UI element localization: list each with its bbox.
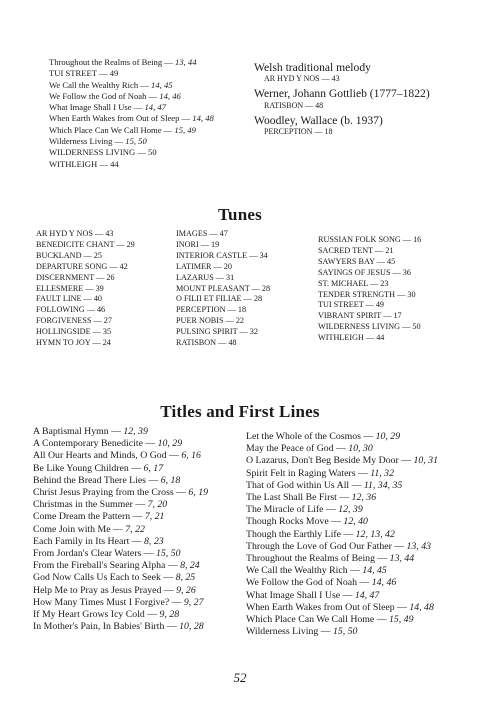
entry-pages: 13, 44 bbox=[175, 57, 197, 67]
entry-title: WITHLEIGH — 44 bbox=[49, 158, 119, 169]
composer-tune: AR HYD Y NOS — 43 bbox=[264, 74, 340, 84]
index-entry bbox=[246, 590, 438, 602]
entry-title: Which Place Can We Call Home — bbox=[49, 124, 175, 135]
entry-title: Throughout the Realms of Being — bbox=[49, 57, 176, 67]
entry-title: In Mother's Pain, In Babies' Birth — bbox=[33, 621, 180, 633]
index-entry: TENDER STRENGTH — 30 bbox=[318, 289, 416, 299]
entry-pages: 14, 45 bbox=[362, 565, 387, 577]
entry-pages: 14, 46 bbox=[371, 577, 397, 589]
index-entry: LAZARUS — 31 bbox=[176, 272, 235, 282]
entry-title: Christmas in the Summer — bbox=[33, 499, 148, 511]
index-entry: PUER NOBIS — 22 bbox=[176, 316, 245, 326]
index-entry bbox=[49, 147, 214, 158]
index-entry: HOLLINGSIDE — 35 bbox=[36, 327, 112, 337]
entry-title: What Image Shall I Use — bbox=[246, 589, 355, 601]
index-entry: INTERIOR CASTLE — 34 bbox=[176, 250, 268, 260]
index-entry bbox=[49, 102, 214, 113]
entry-title: All Our Hearts and Minds, O God — bbox=[33, 450, 182, 462]
index-entry: SACRED TENT — 21 bbox=[318, 245, 394, 255]
entry-pages: 10, 28 bbox=[179, 621, 204, 633]
composer-name: Werner, Johann Gottlieb (1777–1822) bbox=[254, 87, 430, 101]
entry-title: From the Fireball's Searing Alpha — bbox=[33, 560, 181, 572]
entry-pages: 8, 25 bbox=[175, 572, 196, 584]
index-entry: INORI — 19 bbox=[176, 239, 220, 249]
entry-title: How Many Times Must I Forgive? — bbox=[33, 596, 184, 608]
entry-title: Wilderness Living — bbox=[246, 626, 333, 638]
index-entry: LATIMER — 20 bbox=[176, 261, 232, 271]
index-entry bbox=[33, 426, 208, 438]
index-entry bbox=[33, 511, 208, 523]
entry-title: From Jordan's Clear Waters — bbox=[33, 548, 156, 560]
index-entry bbox=[246, 468, 438, 480]
index-entry: DEPARTURE SONG — 42 bbox=[36, 261, 128, 271]
entry-title: Wilderness Living — bbox=[49, 136, 126, 147]
entry-title: Through the Love of God Our Father — bbox=[246, 540, 407, 552]
index-entry bbox=[33, 597, 208, 609]
entry-pages: 7, 20 bbox=[147, 499, 168, 511]
titles-column-2 bbox=[246, 431, 438, 638]
tunes-column-3 bbox=[318, 235, 421, 344]
entry-pages: 15, 50 bbox=[332, 626, 358, 638]
entry-pages: 13, 43 bbox=[406, 540, 432, 552]
index-entry: RUSSIAN FOLK SONG — 16 bbox=[318, 235, 422, 244]
entry-title: Which Place Can We Call Home — bbox=[246, 614, 389, 626]
index-entry bbox=[33, 450, 208, 462]
entry-pages: 9, 28 bbox=[159, 609, 180, 621]
entry-pages: 14, 47 bbox=[354, 589, 380, 601]
index-entry: SAWYERS BAY — 45 bbox=[318, 256, 396, 266]
entry-title: Christ Jesus Praying from the Cross — bbox=[33, 487, 189, 499]
entry-title: We Call the Wealthy Rich — bbox=[49, 79, 152, 90]
entry-pages: 14, 46 bbox=[159, 90, 181, 101]
index-entry bbox=[33, 560, 208, 572]
entry-pages: 14, 47 bbox=[144, 102, 166, 113]
entry-pages: 8, 23 bbox=[144, 535, 164, 547]
titles-column-1 bbox=[33, 426, 208, 633]
index-entry bbox=[33, 585, 208, 597]
entry-pages: 12, 13, 42 bbox=[355, 528, 395, 540]
index-entry: FOLLOWING — 46 bbox=[36, 305, 106, 315]
entry-title: O Lazarus, Don't Beg Beside My Door — bbox=[246, 455, 414, 467]
index-entry bbox=[246, 541, 438, 553]
entry-pages: 9, 26 bbox=[176, 584, 196, 596]
entry-pages: 7, 21 bbox=[144, 511, 165, 523]
entry-pages: 12, 39 bbox=[123, 426, 148, 437]
entry-pages: 6, 18 bbox=[160, 474, 181, 486]
index-entry bbox=[33, 548, 208, 560]
index-entry bbox=[246, 529, 438, 541]
index-entry: WITHLEIGH — 44 bbox=[318, 333, 385, 343]
index-entry bbox=[33, 499, 208, 511]
index-entry bbox=[246, 553, 438, 565]
index-entry: FAULT LINE — 40 bbox=[36, 294, 103, 304]
index-entry: HYMN TO JOY — 24 bbox=[36, 338, 111, 348]
entry-pages: 6, 19 bbox=[188, 487, 208, 499]
entry-pages: 10, 29 bbox=[375, 431, 401, 442]
index-entry: TUI STREET — 49 bbox=[318, 300, 385, 310]
entry-pages: 10, 29 bbox=[157, 438, 183, 450]
index-entry: FORGIVENESS — 27 bbox=[36, 316, 112, 326]
entry-title: The Miracle of Life — bbox=[246, 504, 339, 516]
entry-title: Each Family in Its Heart — bbox=[33, 535, 145, 547]
entry-title: Help Me to Pray as Jesus Prayed — bbox=[33, 584, 177, 596]
index-entry bbox=[49, 136, 214, 147]
tunes-column-1 bbox=[36, 229, 135, 349]
entry-pages: 8, 24 bbox=[180, 560, 200, 572]
entry-pages: 14, 48 bbox=[409, 601, 434, 613]
entry-title: A Contemporary Benedicite — bbox=[33, 438, 158, 450]
entry-pages: 12, 39 bbox=[338, 504, 363, 516]
index-entry bbox=[49, 57, 214, 68]
index-entry bbox=[49, 159, 214, 170]
index-entry bbox=[33, 621, 208, 633]
entry-title: We Follow the God of Noah — bbox=[246, 577, 372, 589]
index-entry: O FILII ET FILIAE — 28 bbox=[176, 294, 263, 304]
index-entry bbox=[246, 614, 438, 626]
entry-pages: 12, 36 bbox=[351, 492, 377, 504]
entry-pages: 10, 30 bbox=[348, 443, 373, 455]
tunes-column-2 bbox=[176, 229, 270, 349]
index-entry: SAYINGS OF JESUS — 36 bbox=[318, 267, 411, 277]
page-number: 52 bbox=[233, 670, 247, 685]
entry-title: Come Join with Me — bbox=[33, 523, 126, 535]
index-entry: WILDERNESS LIVING — 50 bbox=[318, 322, 421, 332]
composer-tune: PERCEPTION — 18 bbox=[264, 127, 333, 137]
entry-title: Behind the Bread There Lies — bbox=[33, 474, 161, 486]
entry-title: That of God within Us All — bbox=[246, 479, 364, 491]
index-entry: MOUNT PLEASANT — 28 bbox=[176, 283, 271, 293]
top-left-index bbox=[49, 57, 214, 170]
entry-title: God Now Calls Us Each to Seek — bbox=[33, 572, 176, 584]
index-entry: PULSING SPIRIT — 32 bbox=[176, 327, 258, 337]
index-entry bbox=[246, 443, 438, 455]
entry-title: What Image Shall I Use — bbox=[49, 102, 145, 113]
entry-pages: 14, 45 bbox=[151, 79, 173, 90]
entry-title: If My Heart Grows Icy Cold — bbox=[33, 609, 160, 621]
index-entry bbox=[246, 480, 438, 492]
entry-pages: 15, 50 bbox=[155, 548, 181, 560]
index-entry bbox=[33, 572, 208, 584]
composer-tune: RATISBON — 48 bbox=[264, 100, 324, 110]
entry-title: Throughout the Realms of Being — bbox=[246, 553, 390, 565]
entry-title: A Baptismal Hymn — bbox=[33, 426, 124, 437]
index-entry bbox=[33, 475, 208, 487]
index-entry: BUCKLAND — 25 bbox=[36, 250, 102, 260]
entry-title: When Earth Wakes from Out of Sleep — bbox=[246, 601, 410, 613]
index-entry bbox=[246, 565, 438, 577]
index-entry bbox=[246, 431, 438, 443]
entry-title: Spirit Felt in Raging Waters — bbox=[246, 467, 371, 479]
index-entry: DISCERNMENT — 26 bbox=[36, 272, 115, 282]
index-entry bbox=[246, 455, 438, 467]
index-entry: VIBRANT SPIRIT — 17 bbox=[318, 311, 402, 321]
index-entry: RATISBON — 48 bbox=[176, 338, 237, 348]
index-entry: BENEDICITE CHANT — 29 bbox=[36, 239, 135, 249]
entry-pages: 15, 49 bbox=[174, 124, 196, 135]
index-entry: ELLESMERE — 39 bbox=[36, 283, 104, 293]
entry-pages: 11, 32 bbox=[370, 467, 394, 479]
index-entry: ST. MICHAEL — 23 bbox=[318, 278, 389, 288]
entry-pages: 15, 50 bbox=[125, 136, 147, 147]
entry-title: Be Like Young Children — bbox=[33, 462, 144, 474]
entry-pages: 7, 22 bbox=[125, 523, 145, 535]
entry-pages: 6, 16 bbox=[181, 450, 201, 462]
entry-title: We Call the Wealthy Rich — bbox=[246, 565, 363, 577]
index-entry bbox=[49, 125, 214, 136]
entry-title: WILDERNESS LIVING — 50 bbox=[49, 147, 157, 158]
index-entry bbox=[246, 516, 438, 528]
entry-pages: 15, 49 bbox=[388, 614, 414, 626]
entry-pages: 12, 40 bbox=[343, 516, 368, 528]
index-entry bbox=[33, 609, 208, 621]
entry-title: Though the Earthly Life — bbox=[246, 528, 356, 540]
titles-heading: Titles and First Lines bbox=[160, 402, 320, 421]
tunes-heading: Tunes bbox=[218, 205, 262, 224]
index-entry bbox=[33, 524, 208, 536]
composer-name: Woodley, Wallace (b. 1937) bbox=[254, 113, 383, 127]
entry-pages: 14, 48 bbox=[192, 113, 214, 124]
entry-title: Come Dream the Pattern — bbox=[33, 511, 145, 523]
entry-title: Though Rocks Move — bbox=[246, 516, 344, 528]
index-entry bbox=[33, 463, 208, 475]
index-entry bbox=[246, 602, 438, 614]
entry-title: When Earth Wakes from Out of Sleep — bbox=[49, 113, 193, 124]
top-right-index bbox=[254, 61, 430, 140]
index-entry bbox=[33, 536, 208, 548]
index-entry bbox=[246, 626, 438, 638]
index-entry: PERCEPTION — 18 bbox=[176, 305, 247, 315]
entry-pages: 11, 34, 35 bbox=[363, 479, 403, 491]
entry-title: May the Peace of God — bbox=[246, 443, 349, 455]
entry-pages: 10, 31 bbox=[413, 455, 438, 467]
entry-title: The Last Shall Be First — bbox=[246, 492, 352, 504]
index-entry bbox=[49, 68, 214, 79]
index-entry: AR HYD Y NOS — 43 bbox=[36, 229, 114, 238]
index-entry: IMAGES — 47 bbox=[176, 229, 228, 238]
composer-name: Welsh traditional melody bbox=[254, 61, 371, 74]
entry-title: We Follow the God of Noah — bbox=[49, 90, 160, 101]
entry-title: Let the Whole of the Cosmos — bbox=[246, 431, 376, 442]
index-entry bbox=[49, 113, 214, 124]
index-entry bbox=[49, 80, 214, 91]
index-entry bbox=[246, 577, 438, 589]
entry-pages: 13, 44 bbox=[389, 553, 415, 565]
entry-title: TUI STREET — 49 bbox=[49, 68, 119, 79]
index-entry bbox=[246, 504, 438, 516]
entry-pages: 9, 27 bbox=[183, 596, 204, 608]
index-entry bbox=[33, 487, 208, 499]
index-entry bbox=[246, 492, 438, 504]
index-entry bbox=[49, 91, 214, 102]
index-entry bbox=[33, 438, 208, 450]
entry-pages: 6, 17 bbox=[143, 462, 164, 474]
